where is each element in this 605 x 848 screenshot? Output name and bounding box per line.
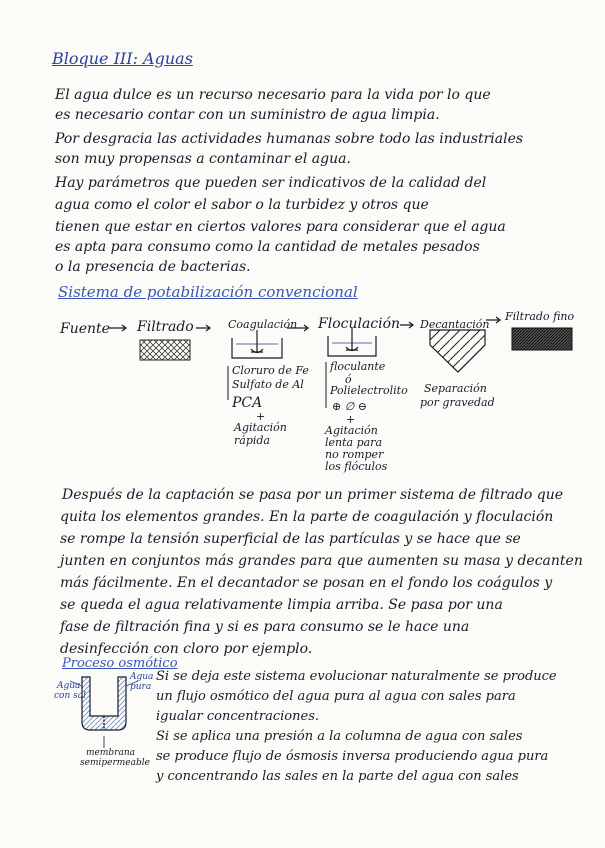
text-line: desinfección con cloro por ejemplo.	[60, 641, 313, 657]
text-line: se produce flujo de ósmosis inversa produciendo agua pura	[156, 749, 549, 764]
page-title: Bloque III: Aguas	[52, 49, 193, 68]
label-filtrado: Filtrado	[137, 319, 194, 335]
text-line: Hay parámetros que pueden ser indicativos de la calidad del	[55, 175, 487, 191]
osmosis-label-pure: Agua	[130, 672, 154, 682]
text-line: tienen que estar en ciertos valores para considerar que el agua	[55, 219, 506, 235]
section-title-potabilizacion: Sistema de potabilización convencional	[58, 283, 358, 301]
text-line: junten en conjuntos más grandes para que aumenten su masa y decanten	[60, 553, 583, 569]
arrow-icon	[400, 322, 413, 328]
osmosis-label-salt: Agua	[57, 681, 81, 691]
text-line: Por desgracia las actividades humanas sobre todo las industriales	[55, 131, 524, 147]
text-line: es necesario contar con un suministro de agua limpia.	[55, 107, 440, 123]
floc-note: ⊕ ∅ ⊖	[332, 400, 368, 413]
coag-note: rápida	[234, 434, 270, 447]
text-line: quita los elementos grandes. En la parte de coagulación y floculación	[60, 509, 554, 525]
filtrado-fino-box	[512, 328, 572, 350]
text-line: se rompe la tensión superficial de las partículas y se hace que se	[60, 531, 521, 547]
coag-note: +	[256, 410, 266, 423]
osmosis-label-membrane: membrana	[86, 748, 135, 758]
floc-note: los flóculos	[325, 460, 388, 473]
arrow-icon	[108, 325, 126, 331]
text-line: igualar concentraciones.	[156, 709, 320, 724]
text-line: o la presencia de bacterias.	[55, 259, 251, 275]
floc-note: floculante	[330, 360, 386, 373]
section-title-osmosis: Proceso osmótico	[62, 656, 178, 671]
filtrado-box	[140, 340, 190, 360]
label-coagulacion: Coagulación	[228, 318, 298, 331]
floc-note: lenta para	[325, 436, 383, 449]
text-line: es apta para consumo como la cantidad de metales pesados	[55, 239, 480, 255]
coag-note: Sulfato de Al	[232, 378, 304, 391]
decantador-funnel	[430, 330, 485, 372]
floc-note: +	[346, 413, 356, 426]
label-floculacion: Floculación	[318, 316, 401, 332]
text-line: Si se deja este sistema evolucionar naturalmente se produce	[156, 669, 557, 684]
coagulacion-tank	[232, 330, 282, 358]
osmosis-label-salt: con sal	[54, 691, 86, 701]
text-line: son muy propensas a contaminar el agua.	[55, 151, 351, 167]
text-line: más fácilmente. En el decantador se posan en el fondo los coágulos y	[60, 575, 553, 591]
arrow-icon	[196, 325, 210, 331]
floc-note: Agitación	[325, 424, 378, 437]
text-line: se queda el agua relativamente limpia arriba. Se pasa por una	[60, 597, 503, 613]
label-decantacion: Decantación	[420, 318, 490, 331]
label-fuente: Fuente	[60, 321, 110, 337]
osmosis-label-pure: pura	[130, 682, 152, 692]
floc-note: no romper	[325, 448, 384, 461]
text-line: fase de filtración fina y si es para consumo se le hace una	[60, 619, 470, 635]
floc-note: Polielectrolito	[330, 384, 408, 397]
text-line: un flujo osmótico del agua pura al agua con sales para	[156, 689, 516, 704]
osmosis-label-membrane: semipermeable	[80, 758, 150, 768]
label-filtrado-fino: Filtrado fino	[505, 310, 575, 323]
coag-note: Cloruro de Fe	[232, 364, 309, 377]
decant-note: Separación	[424, 382, 487, 395]
text-line: Si se aplica una presión a la columna de agua con sales	[156, 729, 523, 744]
decant-note: por gravedad	[420, 396, 495, 409]
text-line: y concentrando las sales en la parte del agua con sales	[156, 769, 519, 784]
text-line: agua como el color el sabor o la turbidez y otros que	[55, 197, 429, 213]
floc-note: ó	[345, 373, 352, 386]
text-line: Después de la captación se pasa por un primer sistema de filtrado que	[62, 487, 564, 503]
text-line: El agua dulce es un recurso necesario para la vida por lo que	[55, 87, 491, 103]
coag-note: Agitación	[234, 421, 287, 434]
coag-note: PCA	[232, 395, 263, 411]
